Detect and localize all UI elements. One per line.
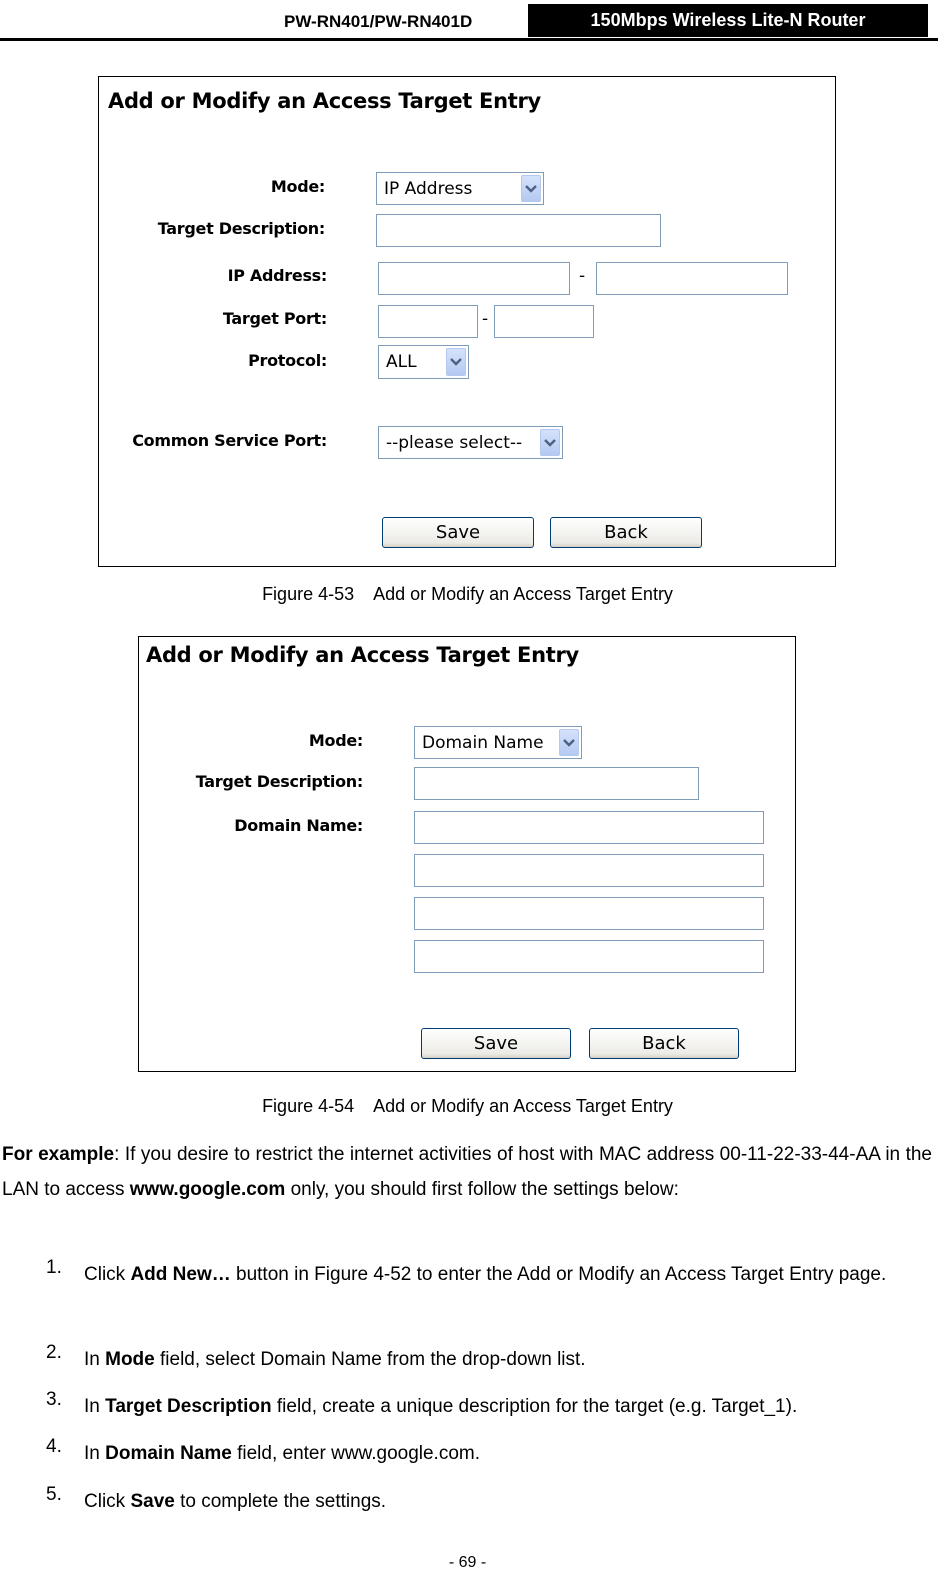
step-number: 1. — [46, 1257, 62, 1278]
domain-name-label: Domain Name: — [234, 816, 363, 835]
step-text-post: field, select Domain Name from the drop-down list. — [154, 1349, 586, 1370]
example-text-1: : If you desire to restrict the internet activities of host with MAC address 00-11-22-33-44-AA in the LAN to access — [2, 1144, 933, 1200]
step-text — [84, 1389, 932, 1424]
example-paragraph — [2, 1137, 932, 1207]
protocol-select[interactable] — [378, 345, 469, 379]
figure-4-54-caption: Figure 4-54 Add or Modify an Access Target Entry — [262, 1096, 673, 1116]
step-text-post: to complete the settings. — [174, 1491, 387, 1512]
target-port-start-input[interactable] — [378, 305, 478, 338]
ip-address-label: IP Address: — [227, 266, 327, 285]
mode-label: Mode: — [270, 177, 325, 196]
mode-select-value: IP Address — [384, 178, 473, 199]
step-text — [84, 1484, 932, 1519]
domain-name-input-1[interactable] — [414, 811, 764, 844]
save-button[interactable]: Save — [421, 1028, 571, 1059]
target-port-label: Target Port: — [222, 309, 327, 328]
chevron-down-icon[interactable] — [540, 429, 560, 456]
step-text-pre: In — [84, 1396, 106, 1417]
target-port-end-input[interactable] — [494, 305, 594, 338]
domain-name-input-4[interactable] — [414, 940, 764, 973]
step-text-bold: Save — [130, 1491, 175, 1512]
header-product: 150Mbps Wireless Lite-N Router — [528, 4, 928, 37]
step-number: 2. — [46, 1342, 62, 1363]
common-service-port-select-value: --please select-- — [386, 432, 523, 453]
mode-select[interactable] — [414, 726, 582, 759]
example-text-2: only, you should first follow the settings below: — [285, 1179, 679, 1200]
step-text — [84, 1342, 932, 1377]
back-button[interactable]: Back — [550, 517, 702, 548]
figure-4-53-caption: Figure 4-53 Add or Modify an Access Target Entry — [262, 584, 673, 604]
chevron-down-icon[interactable] — [521, 175, 541, 202]
step-number: 3. — [46, 1389, 62, 1410]
ip-address-start-input[interactable] — [378, 262, 570, 295]
save-button[interactable]: Save — [382, 517, 534, 548]
figure-4-53-screenshot — [98, 76, 836, 567]
target-description-input[interactable] — [376, 214, 661, 247]
common-service-port-select[interactable] — [378, 426, 563, 459]
header-rule — [0, 38, 938, 41]
ip-address-end-input[interactable] — [596, 262, 788, 295]
chevron-down-icon[interactable] — [559, 729, 579, 756]
target-description-label: Target Description: — [195, 772, 363, 791]
ip-range-separator: - — [579, 266, 586, 286]
panel-title: Add or Modify an Access Target Entry — [146, 643, 579, 667]
target-description-label: Target Description: — [157, 219, 325, 238]
mode-select[interactable] — [376, 172, 544, 205]
step-number: 4. — [46, 1436, 62, 1457]
example-domain: www.google.com — [129, 1179, 286, 1200]
chevron-down-icon[interactable] — [446, 348, 466, 376]
step-text-pre: Click — [84, 1264, 131, 1285]
back-button[interactable]: Back — [589, 1028, 739, 1059]
step-text — [84, 1257, 932, 1292]
step-text-post: field, create a unique description for the target (e.g. Target_1). — [271, 1396, 798, 1417]
header-model: PW-RN401/PW-RN401D — [284, 12, 473, 31]
step-text-bold: Add New… — [130, 1264, 231, 1285]
step-text-post: field, enter www.google.com. — [231, 1443, 481, 1464]
domain-name-input-2[interactable] — [414, 854, 764, 887]
panel-title: Add or Modify an Access Target Entry — [108, 89, 541, 113]
protocol-label: Protocol: — [248, 351, 327, 370]
step-text-pre: In — [84, 1349, 106, 1370]
step-text-pre: Click — [84, 1491, 131, 1512]
port-range-separator: - — [482, 309, 489, 329]
common-service-port-label: Common Service Port: — [132, 431, 327, 450]
protocol-select-value: ALL — [386, 352, 417, 372]
step-text-post: button in Figure 4-52 to enter the Add or Modify an Access Target Entry page. — [230, 1264, 887, 1285]
page-number: - 69 - — [448, 1554, 487, 1571]
domain-name-input-3[interactable] — [414, 897, 764, 930]
mode-label: Mode: — [308, 731, 363, 750]
step-text — [84, 1436, 932, 1471]
target-description-input[interactable] — [414, 767, 699, 800]
figure-4-54-screenshot — [138, 636, 796, 1072]
step-number: 5. — [46, 1484, 62, 1505]
step-text-bold: Target Description — [105, 1396, 272, 1417]
mode-select-value: Domain Name — [422, 732, 544, 753]
step-text-pre: In — [84, 1443, 106, 1464]
example-lead: For example — [2, 1144, 115, 1165]
step-text-bold: Mode — [105, 1349, 155, 1370]
step-text-bold: Domain Name — [105, 1443, 232, 1464]
